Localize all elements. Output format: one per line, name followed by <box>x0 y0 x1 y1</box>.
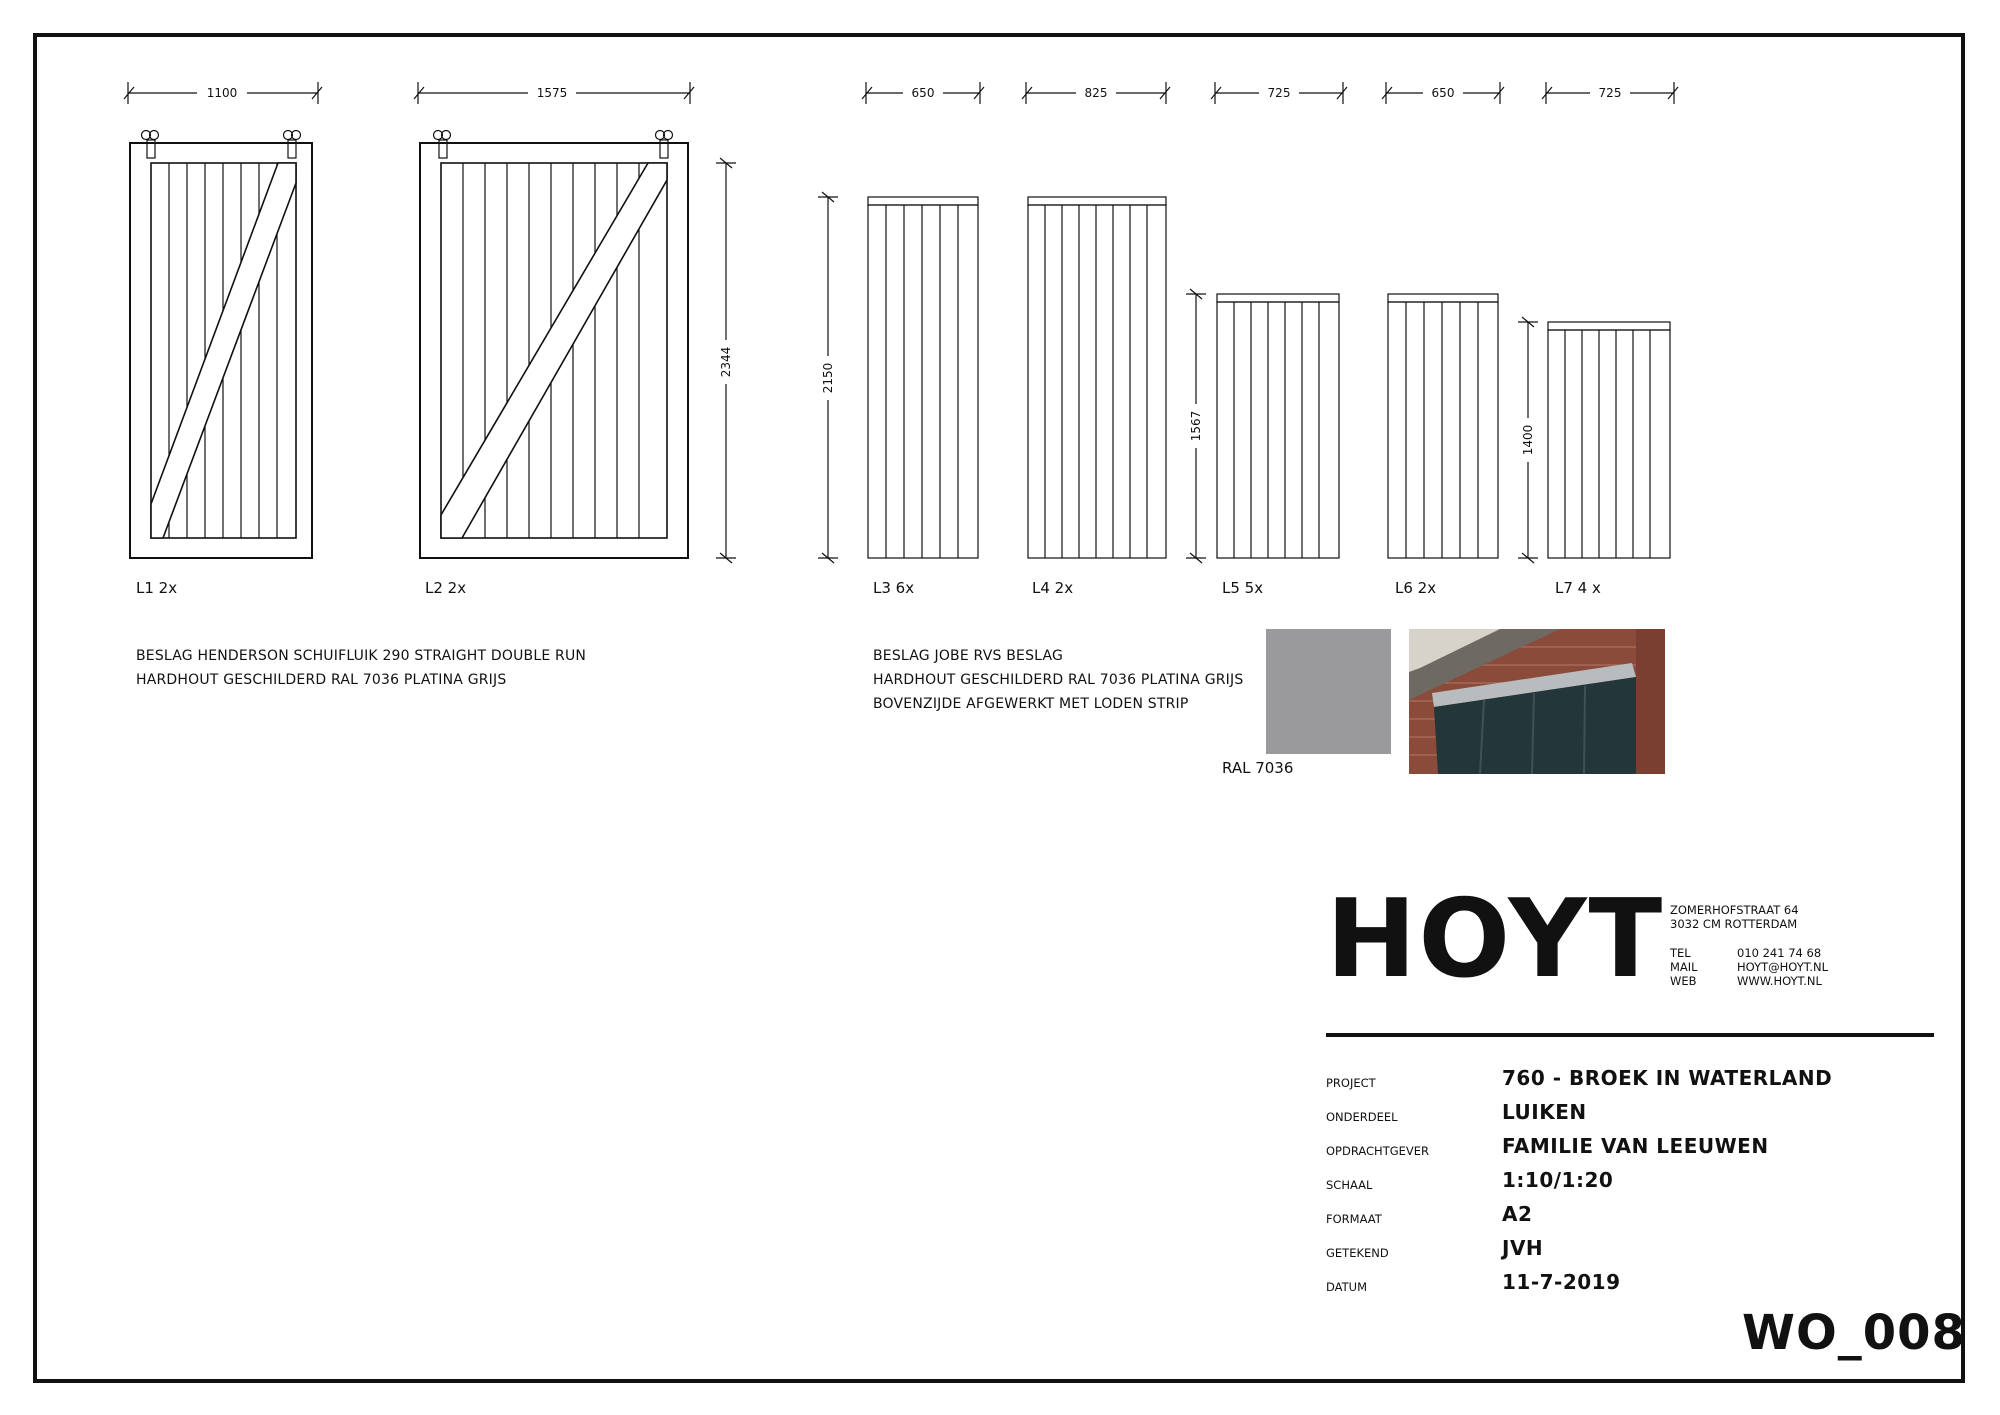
opdrachtgever-label: OPDRACHTGEVER <box>1326 1144 1430 1158</box>
label-l5: L5 5x <box>1222 579 1264 597</box>
note-line: HARDHOUT GESCHILDERD RAL 7036 PLATINA GRIJS <box>136 672 507 688</box>
contact-labels <box>1670 946 1698 988</box>
dim-l3-height: 2150 <box>821 362 835 394</box>
address-city: 3032 CM ROTTERDAM <box>1670 917 1798 931</box>
shutter-l4 <box>1022 82 1170 558</box>
dim-l2-height: 2344 <box>719 346 733 378</box>
project-value: 760 - BROEK IN WATERLAND <box>1502 1066 1833 1090</box>
label-l7: L7 4 x <box>1555 579 1601 597</box>
web-value: WWW.HOYT.NL <box>1737 974 1822 988</box>
onderdeel-value: LUIKEN <box>1502 1100 1587 1124</box>
shutter-l2 <box>414 82 738 563</box>
shutter-l7 <box>1518 82 1678 563</box>
dim-l7-height: 1400 <box>1521 424 1535 456</box>
titleblock-divider <box>1326 1033 1934 1037</box>
label-l6: L6 2x <box>1395 579 1437 597</box>
label-l2: L2 2x <box>425 579 467 597</box>
label-l3: L3 6x <box>873 579 915 597</box>
note-line: BESLAG HENDERSON SCHUIFLUIK 290 STRAIGHT DOUBLE RUN <box>136 648 587 664</box>
schaal-label: SCHAAL <box>1326 1178 1373 1192</box>
dim-l6-width: 650 <box>1431 86 1455 100</box>
contact-values <box>1737 946 1828 988</box>
mail-label: MAIL <box>1670 960 1698 974</box>
shutter-l1 <box>124 82 322 558</box>
tel-label: TEL <box>1670 946 1691 960</box>
formaat-value: A2 <box>1502 1202 1533 1226</box>
tel-value: 010 241 74 68 <box>1737 946 1822 960</box>
sheet-number: WO_008 <box>1742 1305 1966 1361</box>
dim-l5-width: 725 <box>1267 86 1291 100</box>
dim-l2-width: 1575 <box>536 86 568 100</box>
project-label: PROJECT <box>1326 1076 1376 1090</box>
dim-l3-width: 650 <box>911 86 935 100</box>
swatch-label: RAL 7036 <box>1222 759 1294 777</box>
formaat-label: FORMAAT <box>1326 1212 1382 1226</box>
label-l4: L4 2x <box>1032 579 1074 597</box>
dim-l1-width: 1100 <box>206 86 238 100</box>
dim-l4-width: 825 <box>1084 86 1108 100</box>
dim-l5-height: 1567 <box>1189 410 1203 442</box>
note-line: BESLAG JOBE RVS BESLAG <box>873 648 1064 664</box>
datum-value: 11-7-2019 <box>1502 1270 1621 1294</box>
notes-hardware-right <box>873 644 1243 716</box>
note-line: HARDHOUT GESCHILDERD RAL 7036 PLATINA GRIJS <box>873 672 1244 688</box>
ral-7036-swatch <box>1266 629 1391 754</box>
company-address <box>1670 903 1799 931</box>
datum-label: DATUM <box>1326 1280 1367 1294</box>
address-street: ZOMERHOFSTRAAT 64 <box>1670 903 1799 917</box>
onderdeel-label: ONDERDEEL <box>1326 1110 1398 1124</box>
company-logo: HOYT <box>1326 877 1665 1002</box>
shutter-l6 <box>1382 82 1504 558</box>
shutter-l3 <box>818 82 984 563</box>
note-line: BOVENZIJDE AFGEWERKT MET LODEN STRIP <box>873 696 1189 712</box>
mail-value: HOYT@HOYT.NL <box>1737 960 1829 974</box>
label-l1: L1 2x <box>136 579 178 597</box>
reference-photo <box>1409 629 1665 774</box>
getekend-label: GETEKEND <box>1326 1246 1389 1260</box>
shutter-l5 <box>1186 82 1347 563</box>
schaal-value: 1:10/1:20 <box>1502 1168 1614 1192</box>
opdrachtgever-value: FAMILIE VAN LEEUWEN <box>1502 1134 1769 1158</box>
dim-l7-width: 725 <box>1598 86 1622 100</box>
getekend-value: JVH <box>1502 1236 1544 1260</box>
notes-hardware-left <box>136 644 586 692</box>
web-label: WEB <box>1670 974 1697 988</box>
